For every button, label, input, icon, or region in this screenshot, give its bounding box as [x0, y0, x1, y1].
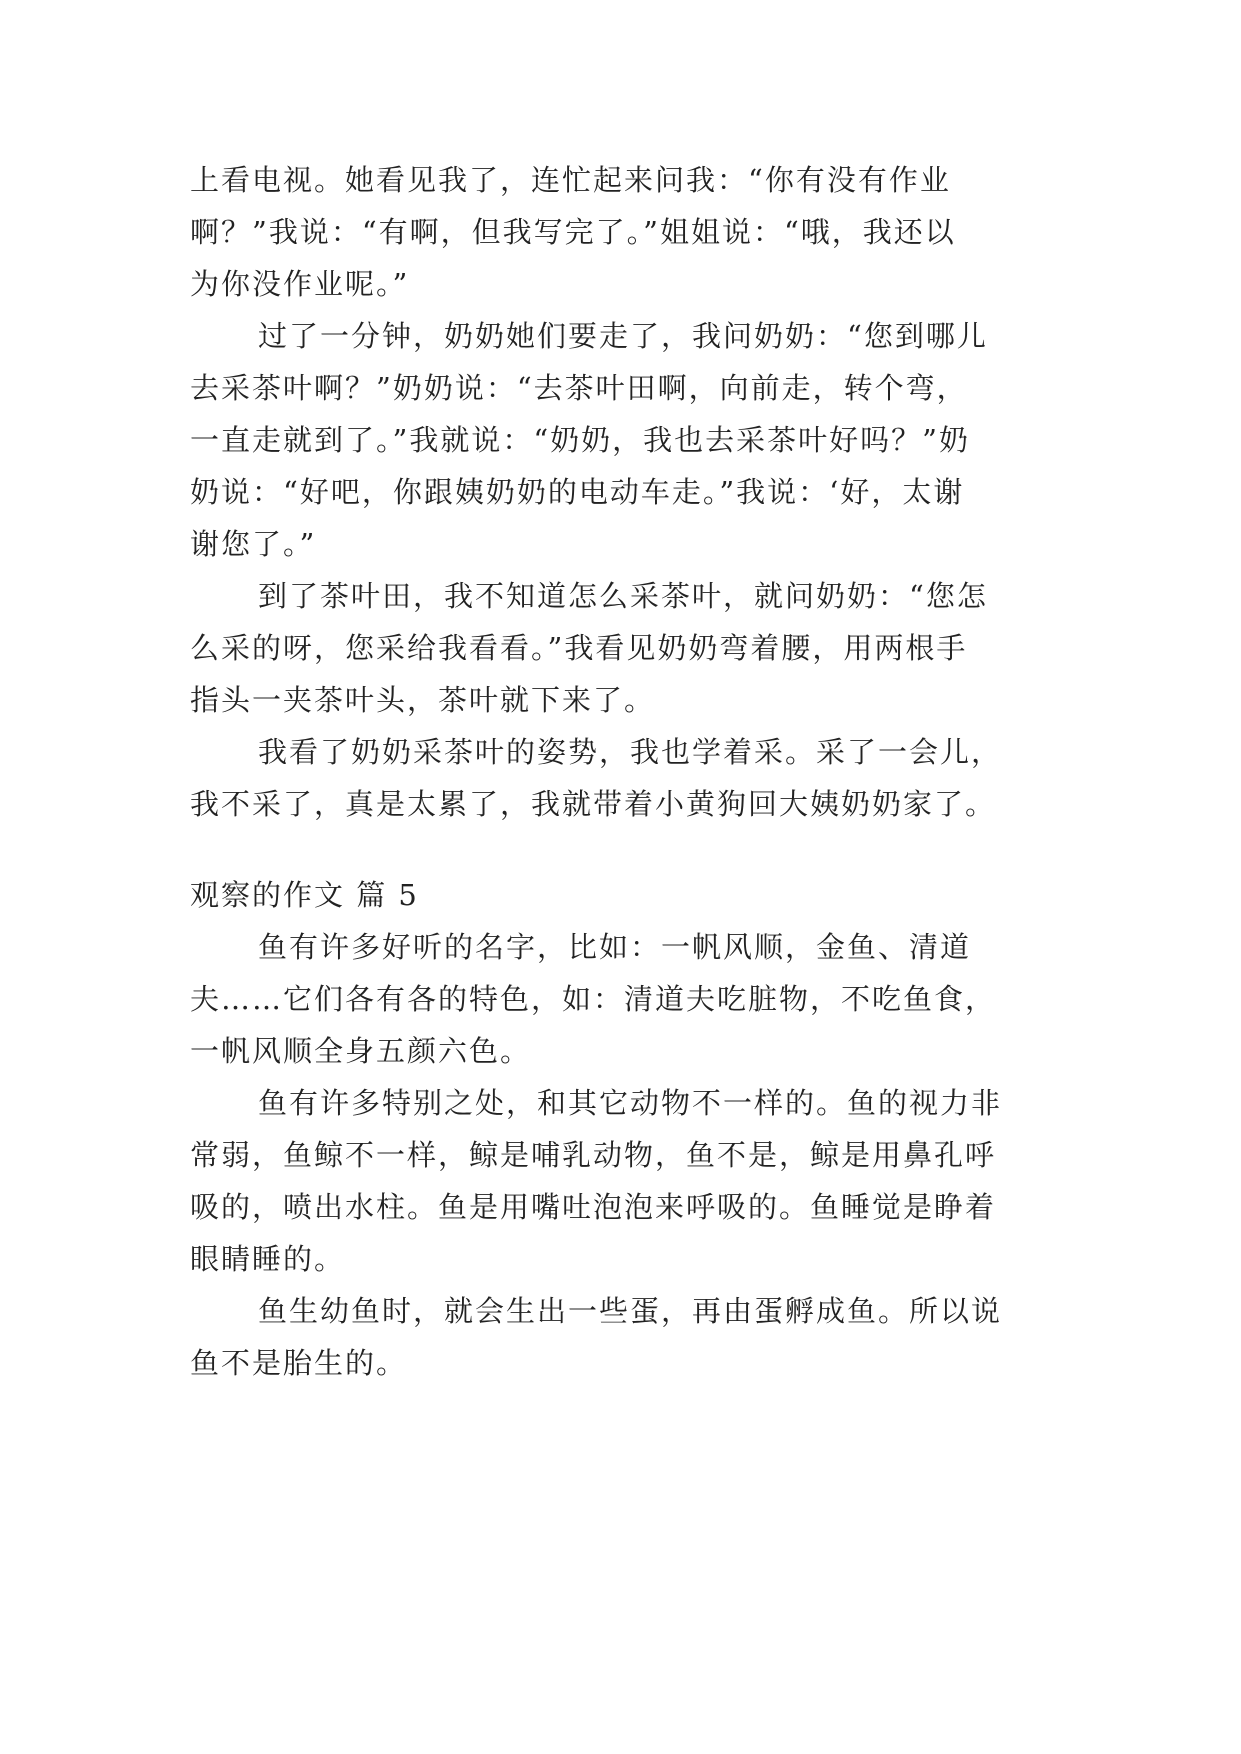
paragraph-2-line-1: 过了一分钟，奶奶她们要走了，我问奶奶：“您到哪儿	[258, 319, 988, 353]
paragraph-5-line-3: 一帆风顺全身五颜六色。	[190, 1034, 532, 1068]
paragraph-6-line-2: 常弱，鱼鲸不一样，鲸是哺乳动物，鱼不是，鲸是用鼻孔呼	[190, 1138, 997, 1172]
paragraph-7-line-2: 鱼不是胎生的。	[190, 1346, 408, 1380]
paragraph-2-line-4: 奶说：“好吧，你跟姨奶奶的电动车走。”我说：‘好，太谢	[190, 475, 965, 509]
paragraph-2-line-2: 去采茶叶啊？”奶奶说：“去茶叶田啊，向前走，转个弯，	[190, 371, 968, 405]
paragraph-3-line-3: 指头一夹茶叶头，茶叶就下来了。	[190, 683, 656, 717]
paragraph-2-line-3: 一直走就到了。”我就说：“奶奶，我也去采茶叶好吗？”奶	[190, 423, 970, 457]
paragraph-4-line-1: 我看了奶奶采茶叶的姿势，我也学着采。采了一会儿，	[258, 735, 1003, 769]
paragraph-1-line-3: 为你没作业呢。”	[190, 267, 410, 301]
paragraph-3-line-2: 么采的呀，您采给我看看。”我看见奶奶弯着腰，用两根手	[190, 631, 968, 665]
paragraph-6-line-1: 鱼有许多特别之处，和其它动物不一样的。鱼的视力非	[258, 1086, 1003, 1120]
paragraph-6-line-3: 吸的，喷出水柱。鱼是用嘴吐泡泡来呼吸的。鱼睡觉是睁着	[190, 1190, 997, 1224]
paragraph-1-line-1: 上看电视。她看见我了，连忙起来问我：“你有没有作业	[190, 163, 951, 197]
section-title: 观察的作文 篇 5	[190, 878, 419, 912]
paragraph-1-line-2: 啊？”我说：“有啊，但我写完了。”姐姐说：“哦，我还以	[190, 215, 956, 249]
paragraph-5-line-2: 夫……它们各有各的特色，如：清道夫吃脏物，不吃鱼食，	[190, 982, 997, 1016]
paragraph-2-line-5: 谢您了。”	[190, 527, 317, 561]
paragraph-6-line-4: 眼睛睡的。	[190, 1242, 346, 1276]
paragraph-5-line-1: 鱼有许多好听的名字，比如：一帆风顺，金鱼、清道	[258, 930, 972, 964]
paragraph-7-line-1: 鱼生幼鱼时，就会生出一些蛋，再由蛋孵成鱼。所以说	[258, 1294, 1003, 1328]
paragraph-4-line-2: 我不采了，真是太累了，我就带着小黄狗回大姨奶奶家了。	[190, 787, 997, 821]
paragraph-3-line-1: 到了茶叶田，我不知道怎么采茶叶，就问奶奶：“您怎	[258, 579, 988, 613]
